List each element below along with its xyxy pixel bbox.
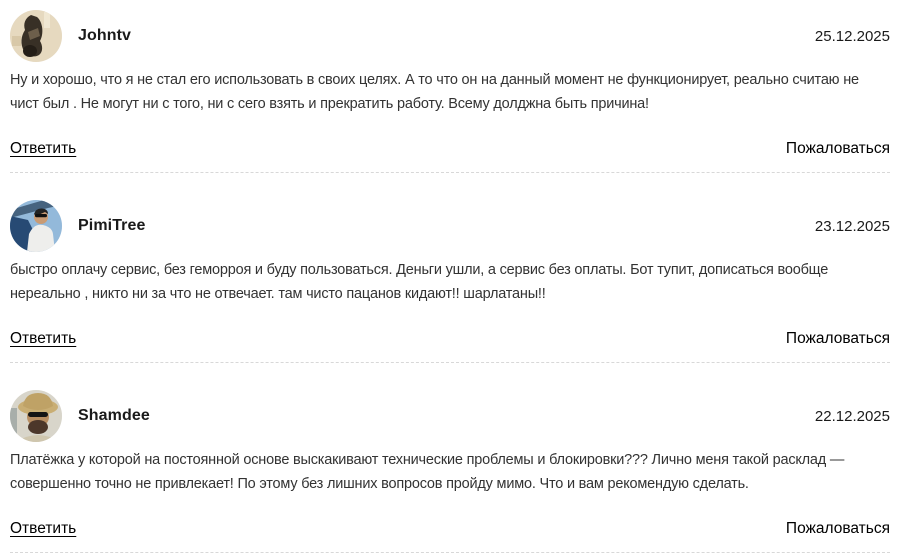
comment-header [10, 10, 890, 62]
report-link[interactable]: Пожаловаться [785, 520, 890, 537]
comment [10, 200, 890, 363]
comment-date: 25.12.2025 [814, 27, 890, 45]
comment-date: 22.12.2025 [814, 407, 890, 425]
sepia-motorbike-photo-avatar [10, 10, 62, 62]
comment-date: 23.12.2025 [814, 217, 890, 235]
report-link[interactable]: Пожаловаться [785, 140, 890, 157]
report-link[interactable]: Пожаловаться [785, 330, 890, 347]
comment-separator [10, 172, 890, 173]
comment-text: Ну и хорошо, что я не стал его использовать в своих целях. А то что он на данный момент не функционирует, реально считаю не чист был . Не могут ни с того, ни с сего взять и прекратить работу. Всему долджна быть причина! [10, 72, 859, 112]
comment-separator [10, 362, 890, 363]
reply-link[interactable]: Ответить [10, 140, 77, 157]
comment-header [10, 390, 890, 442]
comment-separator [10, 552, 890, 553]
comment-footer [10, 520, 890, 538]
man-straw-hat-photo-avatar [10, 390, 62, 442]
man-on-boat-photo-avatar [10, 200, 62, 252]
comment-footer [10, 140, 890, 158]
username: PimiTree [78, 217, 146, 234]
comment [10, 10, 890, 173]
comment-footer [10, 330, 890, 348]
comment-text: Платёжка у которой на постоянной основе выскакивают технические проблемы и блокировки??? Лично меня такой расклад — совершенно точно не привлекает! По этому без лишних вопросов пройду мимо. Что и вам рекомендую сделать. [10, 452, 845, 492]
comment-header [10, 200, 890, 252]
comment [10, 390, 890, 553]
username: Shamdee [78, 407, 150, 424]
reply-link[interactable]: Ответить [10, 520, 77, 537]
reply-link[interactable]: Ответить [10, 330, 77, 347]
comment-text: быстро оплачу сервис, без геморроя и буду пользоваться. Деньги ушли, а сервис без оплаты. Бот тупит, дописаться вообще нереально , никто ни за что не отвечает. там чисто пацанов кидают!! шарлатаны!! [10, 262, 829, 302]
username: Johntv [78, 27, 132, 44]
